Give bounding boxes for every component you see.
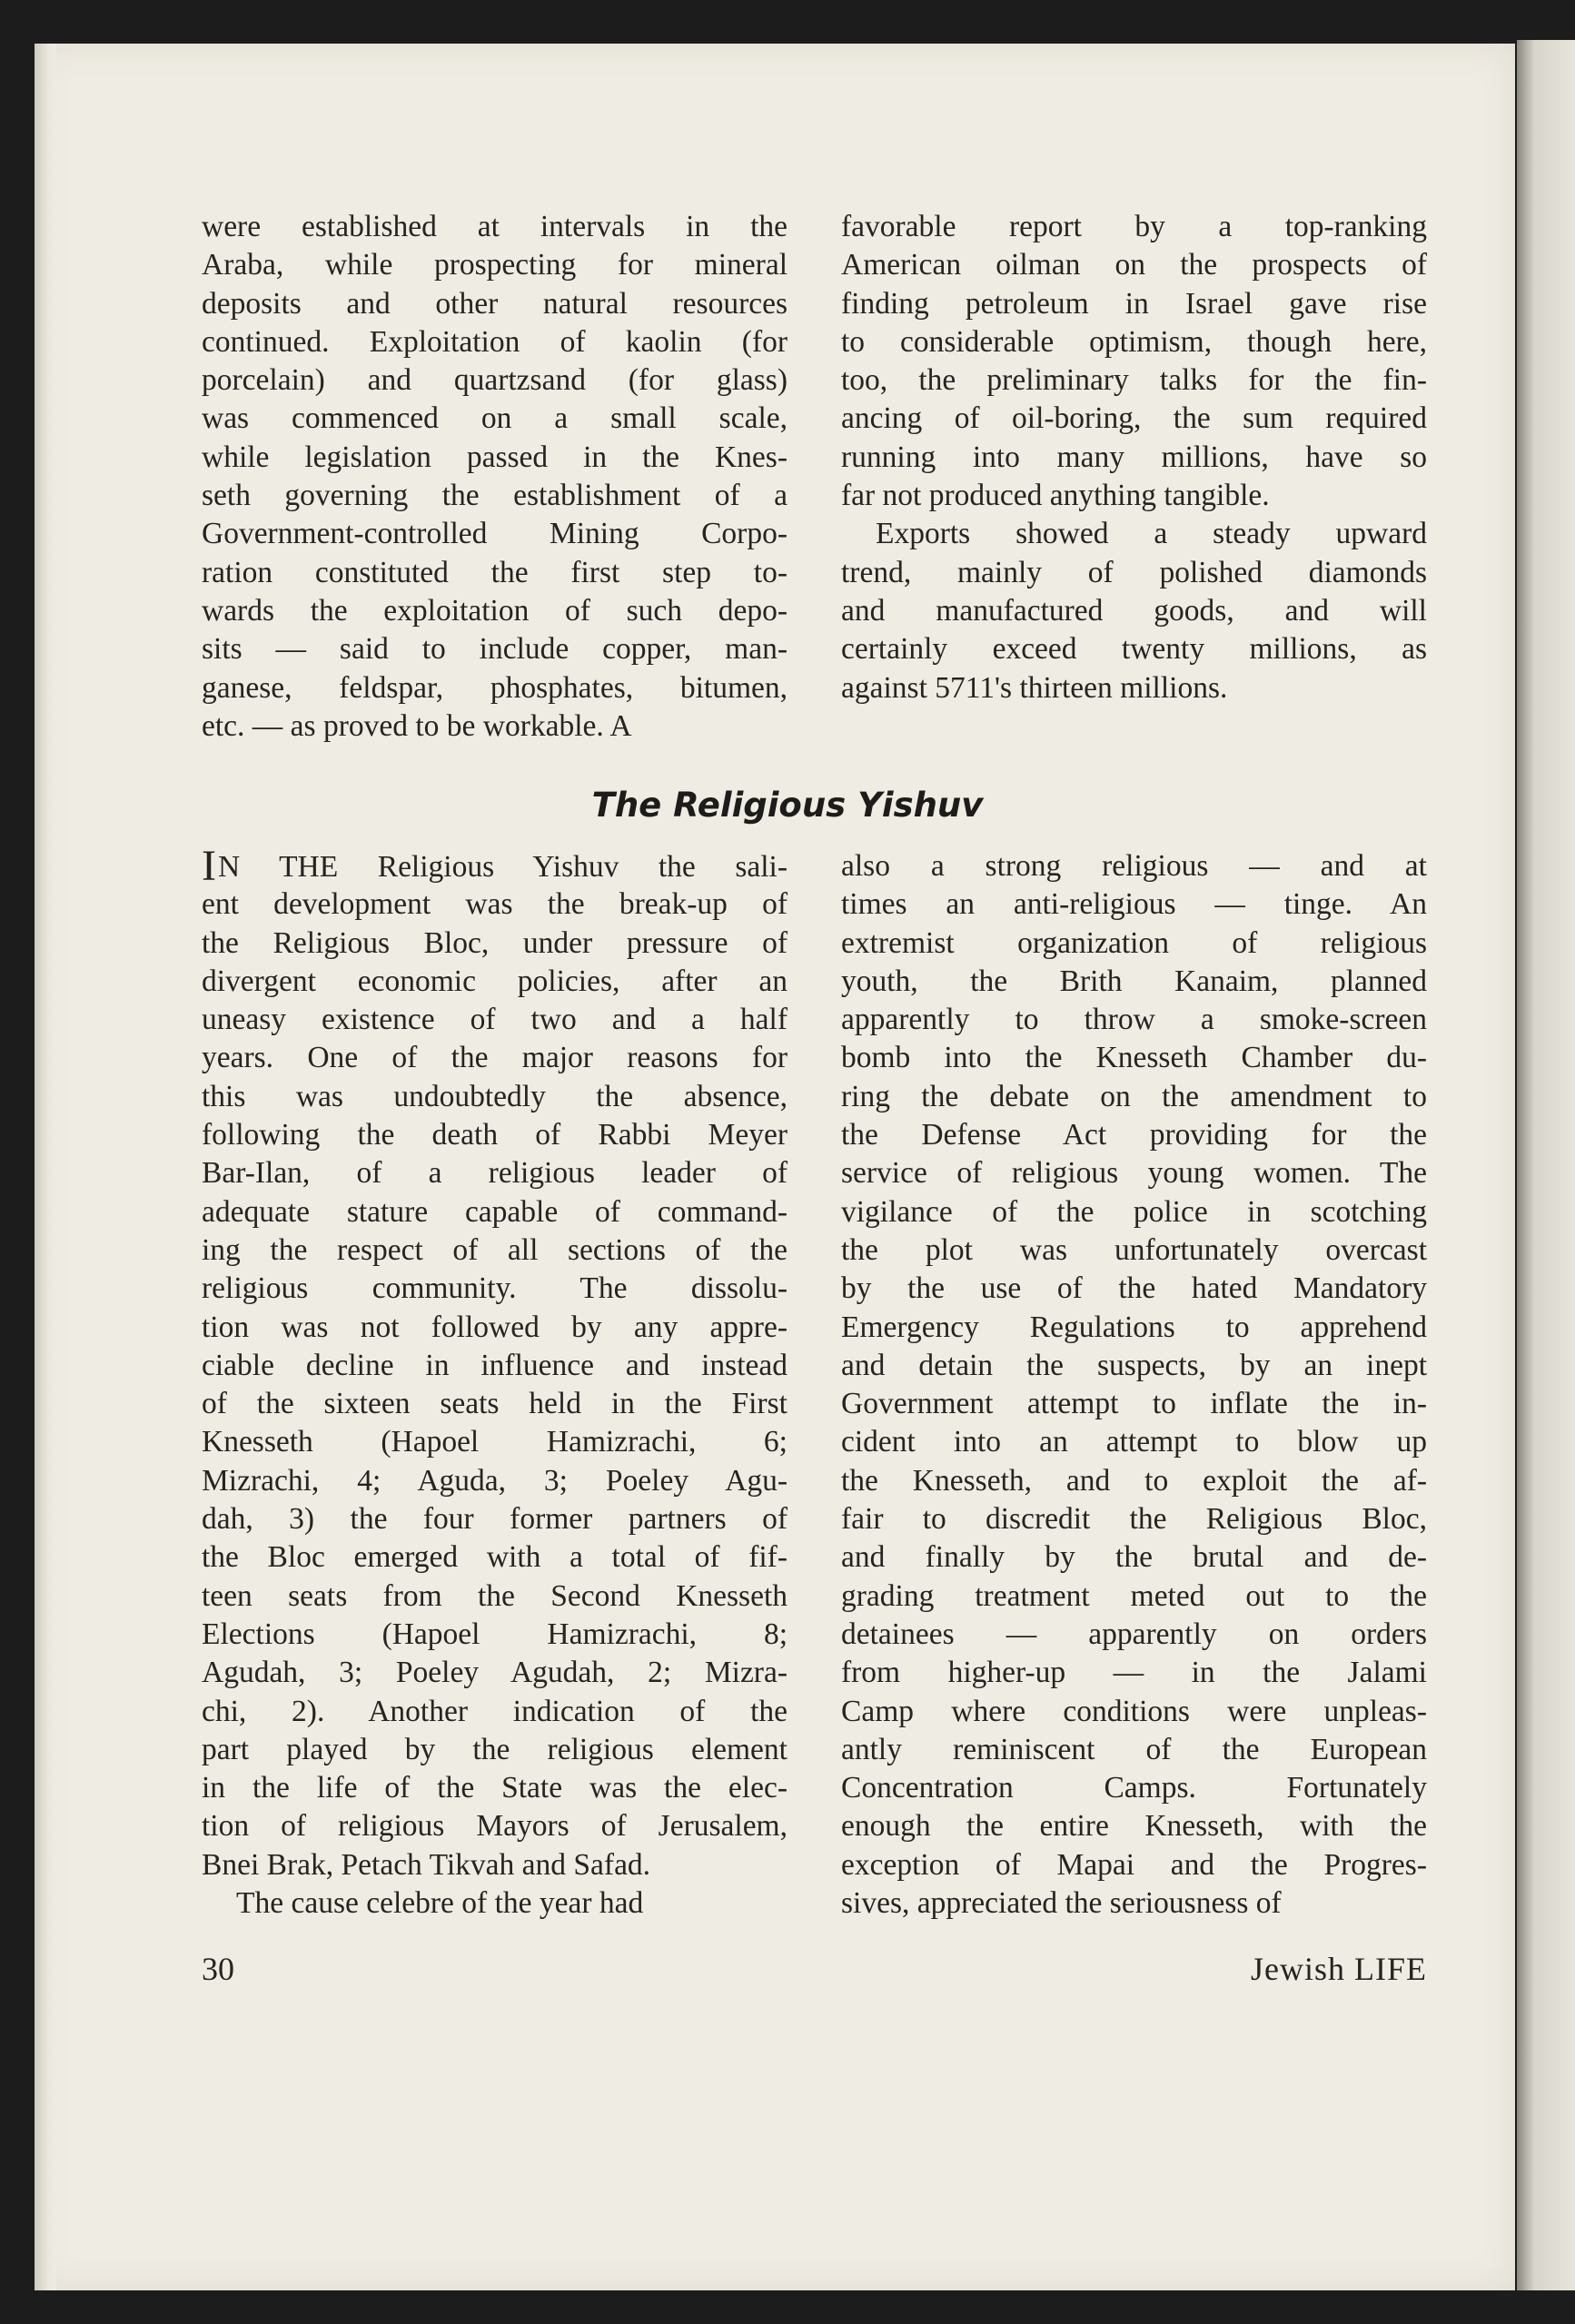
- text-line: certainly exceed twenty millions, as: [841, 632, 1427, 667]
- text-line: tion was not followed by any appre-: [202, 1310, 788, 1344]
- text-line: was commenced on a small scale,: [202, 401, 788, 436]
- text-line: porcelain) and quartzsand (for glass): [202, 363, 788, 398]
- column-bottom-left-body: [202, 885, 788, 1923]
- text-line: by the use of the hated Mandatory: [841, 1271, 1427, 1306]
- text-line: finding petroleum in Israel gave rise: [841, 286, 1427, 321]
- text-line: ing the respect of all sections of the: [202, 1232, 788, 1267]
- page-gutter-shadow: [35, 44, 56, 2290]
- drop-cap: I: [202, 842, 216, 890]
- text-line: from higher-up — in the Jalami: [841, 1656, 1427, 1690]
- text-line: the Bloc emerged with a total of fif-: [202, 1540, 788, 1575]
- column-top-left: [202, 208, 788, 746]
- text-line: seth governing the establishment of a: [202, 479, 788, 513]
- text-line: against 5711's thirteen millions.: [841, 670, 1228, 705]
- text-line: and finally by the brutal and de-: [841, 1540, 1427, 1575]
- text-line: sits — said to include copper, man-: [202, 632, 788, 667]
- text-line: American oilman on the prospects of: [841, 248, 1427, 282]
- text-line: Bar-Ilan, of a religious leader of: [202, 1156, 788, 1191]
- text-line: uneasy existence of two and a half: [202, 1003, 788, 1037]
- text-line: the Knesseth, and to exploit the af-: [841, 1463, 1427, 1498]
- text-line: vigilance of the police in scotching: [841, 1194, 1427, 1229]
- text-line: to considerable optimism, though here,: [841, 324, 1427, 359]
- text-line: Emergency Regulations to apprehend: [841, 1310, 1427, 1344]
- text-line: years. One of the major reasons for: [202, 1041, 788, 1075]
- text-line: religious community. The dissolu-: [202, 1271, 788, 1306]
- section-heading: The Religious Yishuv: [591, 786, 984, 825]
- text-line: were established at intervals in the: [202, 210, 788, 243]
- adjacent-page-edge: [1517, 40, 1575, 2290]
- text-line: Agudah, 3; Poeley Agudah, 2; Mizra-: [202, 1656, 788, 1690]
- text-line: favorable report by a top-ranking: [841, 210, 1427, 243]
- text-line: enough the entire Knesseth, with the: [841, 1809, 1427, 1844]
- text-line: apparently to throw a smoke-screen: [841, 1003, 1427, 1037]
- text-line: Government-controlled Mining Corpo-: [202, 517, 788, 551]
- text-line: extremist organization of religious: [841, 925, 1427, 960]
- text-line: The cause celebre of the year had: [236, 1886, 644, 1921]
- text-line: trend, mainly of polished diamonds: [841, 555, 1427, 589]
- text-line: of the sixteen seats held in the First: [202, 1387, 788, 1421]
- text-line: wards the exploitation of such depo-: [202, 593, 788, 628]
- text-line: far not produced anything tangible.: [841, 479, 1270, 513]
- text-line: cident into an attempt to blow up: [841, 1425, 1427, 1459]
- text-line: running into many millions, have so: [841, 440, 1427, 474]
- text-line: the Defense Act providing for the: [841, 1118, 1427, 1152]
- text-line: youth, the Brith Kanaim, planned: [841, 964, 1427, 998]
- text-line: times an anti-religious — tinge. An: [841, 887, 1427, 922]
- text-line: ancing of oil-boring, the sum required: [841, 401, 1427, 436]
- page-number: 30: [202, 1951, 234, 1987]
- text-line: ciable decline in influence and instead: [202, 1348, 788, 1382]
- text-line: tion of religious Mayors of Jerusalem,: [202, 1809, 788, 1844]
- first-line-text: N THE Religious Yishuv the sali-: [217, 850, 788, 884]
- text-line: this was undoubtedly the absence,: [202, 1079, 788, 1113]
- text-line: chi, 2). Another indication of the: [202, 1694, 788, 1728]
- text-line: in the life of the State was the elec-: [202, 1771, 788, 1805]
- text-line: grading treatment meted out to the: [841, 1578, 1427, 1613]
- running-footer: Jewish LIFE: [1251, 1951, 1427, 1987]
- text-line: sives, appreciated the seriousness of: [841, 1886, 1282, 1921]
- text-line: divergent economic policies, after an: [202, 964, 788, 998]
- text-line: deposits and other natural resources: [202, 286, 788, 321]
- text-line: fair to discredit the Religious Bloc,: [841, 1502, 1427, 1537]
- text-line: ration constituted the first step to-: [202, 555, 788, 589]
- text-line: Exports showed a steady upward: [876, 517, 1427, 551]
- text-line: ent development was the break-up of: [202, 887, 788, 922]
- text-line: the plot was unfortunately overcast: [841, 1232, 1427, 1267]
- text-line: Camp where conditions were unpleas-: [841, 1694, 1427, 1728]
- text-line: while legislation passed in the Knes-: [202, 440, 788, 474]
- text-line: Bnei Brak, Petach Tikvah and Safad.: [202, 1847, 651, 1882]
- text-line: detainees — apparently on orders: [841, 1617, 1427, 1651]
- text-line: and detain the suspects, by an inept: [841, 1348, 1427, 1382]
- text-line: dah, 3) the four former partners of: [202, 1502, 788, 1537]
- first-line: [202, 842, 788, 890]
- text-line: following the death of Rabbi Meyer: [202, 1118, 788, 1152]
- text-line: Knesseth (Hapoel Hamizrachi, 6;: [202, 1425, 788, 1459]
- text-line: bomb into the Knesseth Chamber du-: [841, 1041, 1427, 1075]
- text-line: and manufactured goods, and will: [841, 593, 1427, 628]
- text-line: antly reminiscent of the European: [841, 1732, 1427, 1766]
- text-line: the Religious Bloc, under pressure of: [202, 925, 788, 960]
- text-line: ganese, feldspar, phosphates, bitumen,: [202, 670, 788, 705]
- text-line: Araba, while prospecting for mineral: [202, 248, 788, 282]
- text-line: service of religious young women. The: [841, 1156, 1427, 1191]
- column-top-right: [841, 208, 1427, 707]
- text-line: teen seats from the Second Knesseth: [202, 1578, 788, 1613]
- text-line: Elections (Hapoel Hamizrachi, 8;: [202, 1617, 788, 1651]
- text-line: Government attempt to inflate the in-: [841, 1387, 1427, 1421]
- text-line: ring the debate on the amendment to: [841, 1079, 1427, 1113]
- text-line: adequate stature capable of command-: [202, 1194, 788, 1229]
- text-line: Concentration Camps. Fortunately: [841, 1771, 1427, 1805]
- text-line: exception of Mapai and the Progres-: [841, 1847, 1427, 1882]
- text-line: Mizrachi, 4; Aguda, 3; Poeley Agu-: [202, 1463, 788, 1498]
- column-bottom-left: [202, 842, 788, 1923]
- text-line: too, the preliminary talks for the fin-: [841, 363, 1427, 398]
- text-line: continued. Exploitation of kaolin (for: [202, 324, 788, 359]
- column-bottom-right: [841, 847, 1427, 1923]
- text-line: etc. — as proved to be workable. A: [202, 708, 632, 743]
- text-line: part played by the religious element: [202, 1732, 788, 1766]
- text-line: also a strong religious — and at: [841, 849, 1427, 883]
